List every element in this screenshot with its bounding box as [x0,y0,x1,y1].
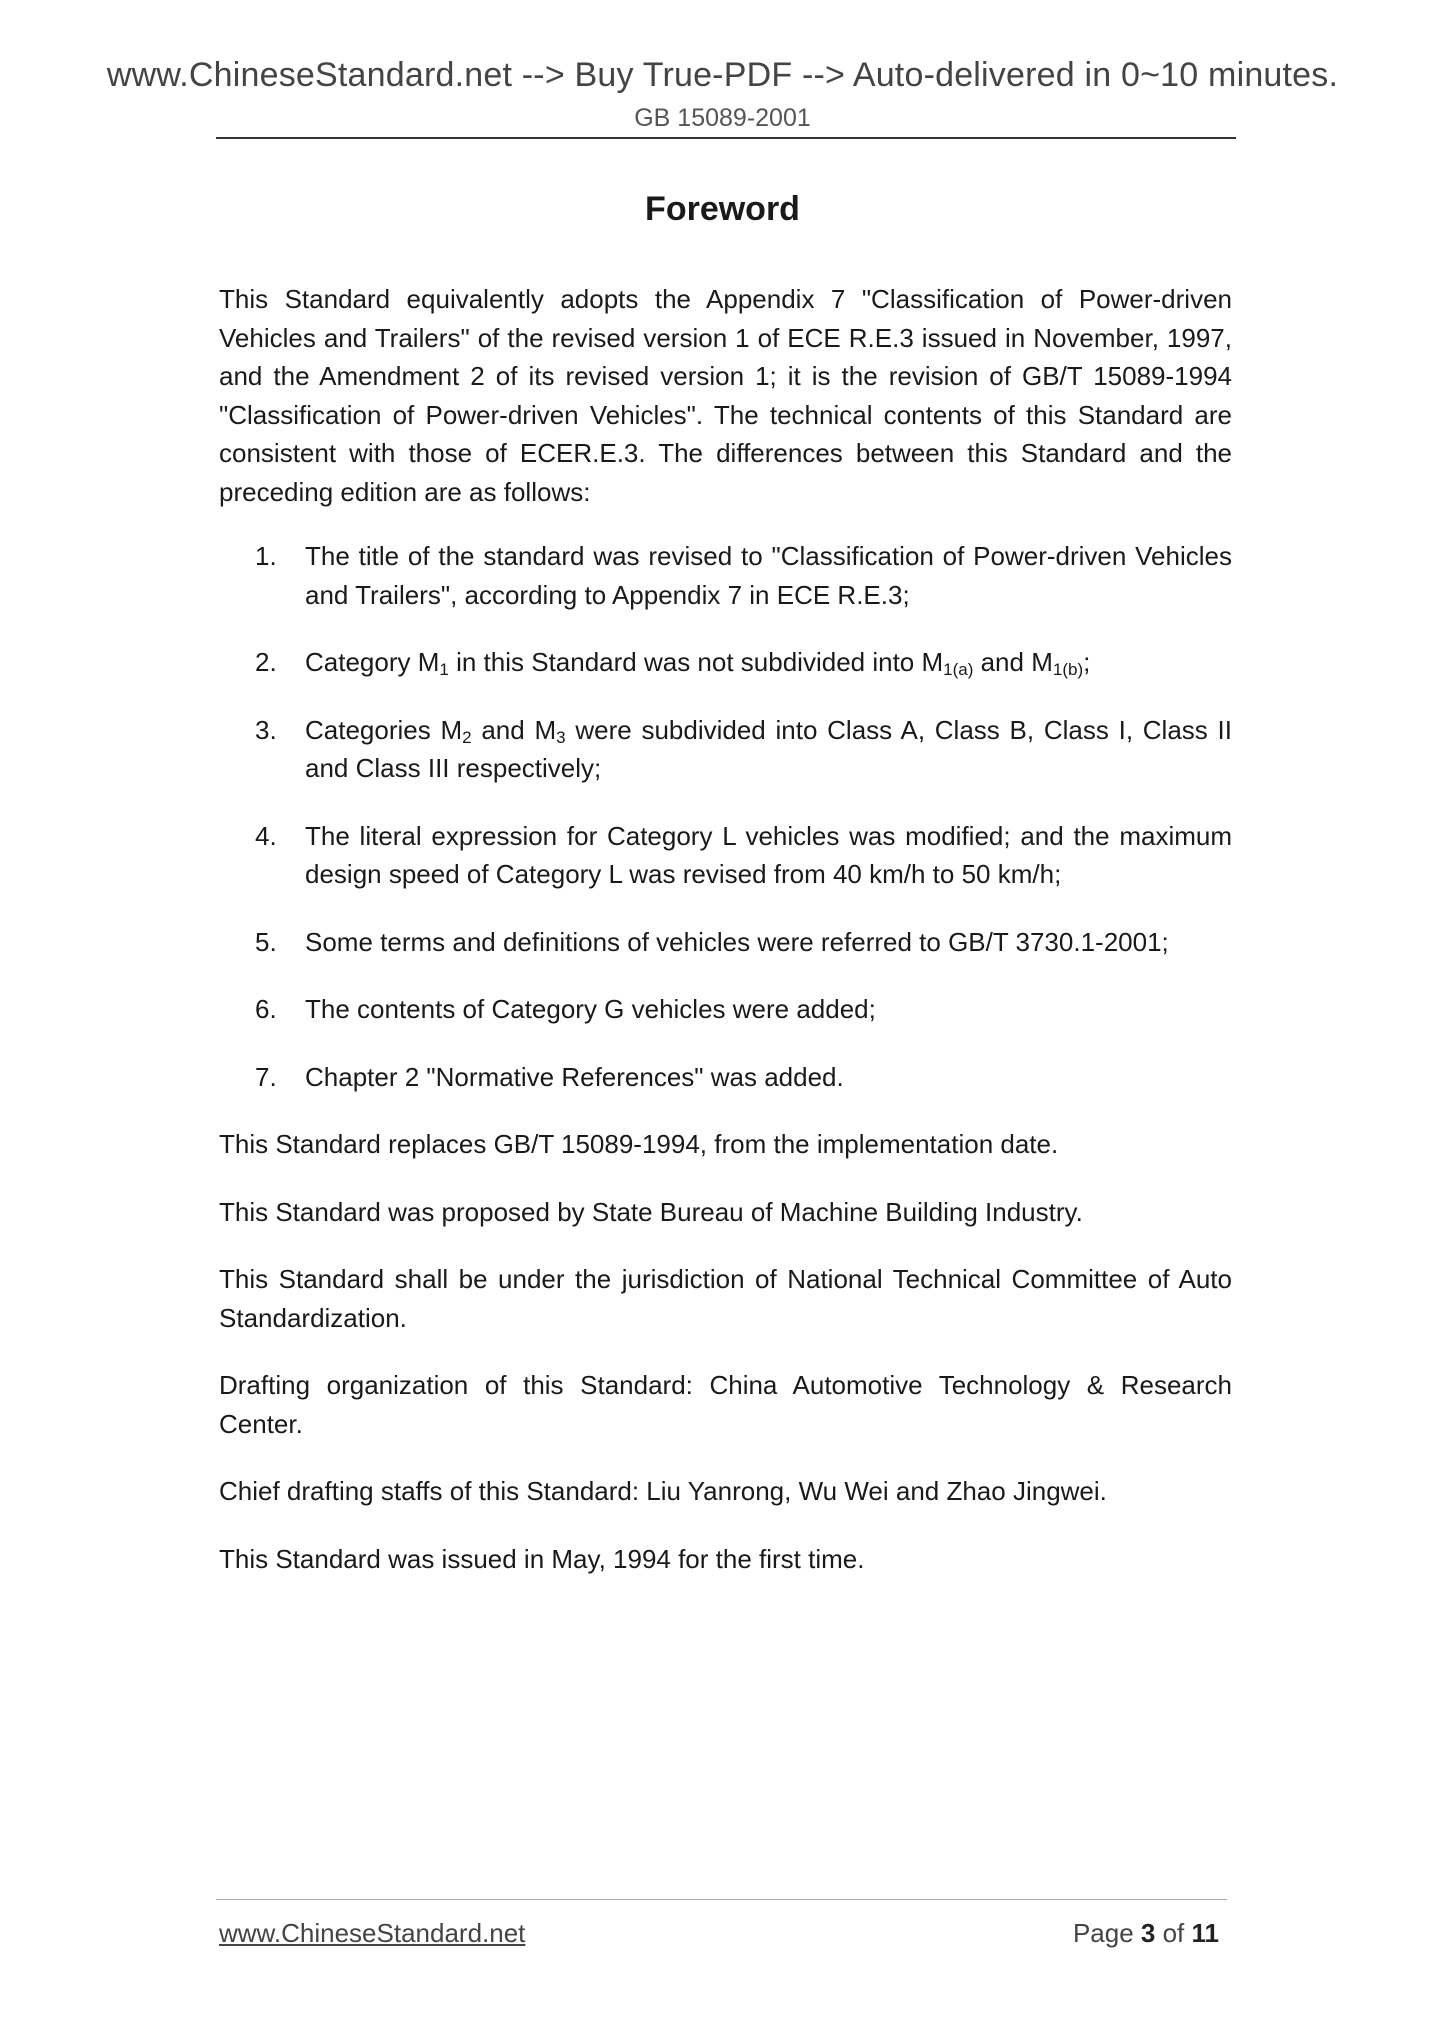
page-title: Foreword [645,190,800,228]
list-number: 4. [255,820,277,851]
list-text: The literal expression for Category L vehicles was modified; and the maximum design speed of Category L was revised from 40 km/h to 50 km/h; [305,820,1232,889]
text-run: ; [1083,647,1091,677]
list-text: The title of the standard was revised to "Classification of Power-driven Vehicles and Trailers", according to Appendix 7 in ECE R.E.3; [305,541,1232,610]
list-item [219,711,1232,788]
chief-drafting-staff-paragraph: Chief drafting staffs of this Standard: Liu Yanrong, Wu Wei and Zhao Jingwei. [219,1476,1107,1506]
text-run: were subdivided into Class A, Class B, Class I, Class II and Class III respectively; [305,714,1232,783]
total-pages-number: 11 [1191,1918,1219,1948]
replaces-paragraph: This Standard replaces GB/T 15089-1994, from the implementation date. [219,1129,1059,1159]
text-run: Categories M [305,714,463,745]
list-text [305,643,1232,682]
subscript: 1(a) [943,660,974,679]
page-of-label: of [1155,1918,1192,1948]
first-issued-paragraph: This Standard was issued in May, 1994 for the first time. [219,1543,865,1574]
text-run: in this Standard was not subdivided into M [448,647,944,677]
text-run: and M [973,647,1053,677]
page-indicator [1073,1918,1219,1949]
list-text [305,711,1232,788]
list-text: The contents of Category G vehicles were added; [305,994,876,1024]
jurisdiction-paragraph: This Standard shall be under the jurisdiction of National Technical Committee of Auto Standardization. [219,1264,1232,1333]
list-number: 5. [255,926,277,957]
header-banner: www.ChineseStandard.net --> Buy True-PDF --> Auto-delivered in 0~10 minutes. [106,56,1339,94]
list-text: Chapter 2 "Normative References" was added. [305,1061,844,1092]
text-run: Category M [305,647,440,677]
subscript: 3 [556,727,566,747]
list-item [219,923,1232,962]
foreword-body [219,280,1232,1607]
text-run: and M [471,714,557,745]
intro-paragraph: This Standard equivalently adopts the Appendix 7 "Classification of Power-driven Vehicles and Trailers" of the revised version 1 of ECE R.E.3 issued in November, 1997, and the Amendment 2 of its revised version 1; it is the revision of GB/T 15089-1994 "Classification of Power-driven Vehicles". The technical contents of this Standard are consistent with those of ECER.E.3. The differences between this Standard and the preceding edition are as follows: [219,284,1232,507]
header-divider [216,137,1236,139]
list-number: 2. [255,647,277,677]
page-label: Page [1072,1918,1141,1948]
current-page-number: 3 [1140,1918,1156,1948]
footer-website-link[interactable]: www.ChineseStandard.net [219,1918,526,1948]
list-item [219,643,1232,682]
subscript: 1(b) [1052,660,1084,679]
list-number: 3. [255,714,277,745]
document-code: GB 15089-2001 [634,104,811,132]
list-number: 7. [255,1061,277,1092]
drafting-organization-paragraph: Drafting organization of this Standard: China Automotive Technology & Research Center. [219,1370,1232,1439]
proposed-paragraph: This Standard was proposed by State Bureau of Machine Building Industry. [219,1196,1083,1227]
subscript: 1 [439,660,449,679]
subscript: 2 [462,727,472,747]
list-text: Some terms and definitions of vehicles were referred to GB/T 3730.1-2001; [305,926,1169,957]
list-number: 1. [255,541,277,571]
list-item [219,537,1232,614]
list-item [219,817,1232,894]
list-number: 6. [255,994,277,1024]
list-item [219,1058,1232,1097]
list-item [219,990,1232,1029]
footer-divider [216,1899,1227,1900]
